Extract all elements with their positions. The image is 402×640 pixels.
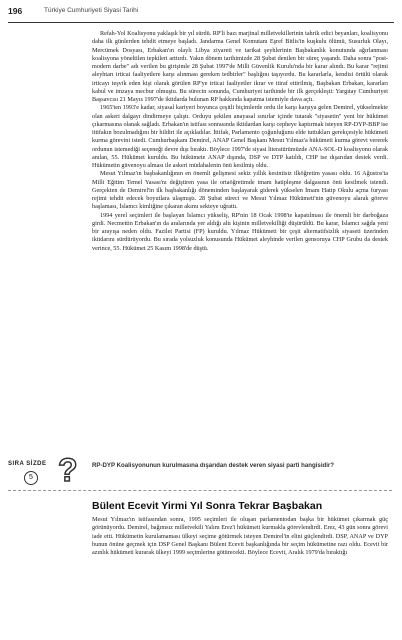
section-paragraph: Mesut Yılmaz'ın istifasından sonra, 1995 seçimleri ile oluşan parlamentodan başka bir hükümet çıkarmak güç görünüyordu. Demirel, bağımsız milletvekili Yalım Erez'i hükümeti kurmakla görevlendirdi. Erez, 43 gün sonra görevi iade etti. Hükümetin kurulamaması ülkeyi seçime götürmek isteyen Demirel'in elini güçlendirdi. DSP, ANAP ve DYP bunun önüne geçmek için DSP Genel Başkanı Bülent Ecevit başkanlığında bir seçim hükümetine razı oldu. Ecevit bir azınlık hükümeti kurarak ülkeyi 1999 seçimlerine götürecekti. Böylece Ecevit, Aralık 1979'da bıraktığı <box>92 516 388 556</box>
paragraph-refah-yol: Refah-Yol Koalisyonu yaklaşık bir yıl sürdü. RP'li bazı marjinal milletvekillerinin tahrik edici beyanları, koalisyonu daha ilk günlerden tehdit etmeye başladı. Jandarma Genel Komutanı Eşref Bitlis'in kuşkulu ölümü, Susurluk Olayı, Mercümek Dosyası, Erbakan'ın olaylı Libya ziyareti ve tarikat şeyhlerinin Başbakanlık konutunda ağırlanması koalisyona yöneltilen tepkileri arttırdı. Yakın dönem tarihimizde 28 Şubat denilen bir süreç yaşandı. Daha sonra "post-modern darbe" adı verilen bu girişimle 28 Şubat 1997'de Milli Güvenlik Kurulu'nda bir karar alındı. Bu karar "rejimi aleyhtarı irticai faaliyetlere karşı alınması gereken tedbirler" başlığını taşıyordu. Bu kararlarla, kendisi örtülü olarak irticayı teşvik eden kişi olarak görülen RP'ye irticai faaliyetler ikrar ve itiraf ettirilmiş, Başbakan Erbakan, kararları kabul ve imzaya mecbur olmuştu. Bu sürecin sonunda, Cumhuriyet tarihinde bir ilk gerçekleşti: Yargıtay Cumhuriyet Başsavcısı 21 Mayıs 1997'de iktidarda bulunan RP hakkında kapatma istemiyle dava açtı. <box>92 30 388 103</box>
page-number: 196 <box>8 6 23 16</box>
sira-sizde-number: 5 <box>24 471 38 485</box>
paragraph-yilmaz: Mesut Yılmaz'ın başbakanlığının en önemli gelişmesi sekiz yıllık kesintisiz ilköğretim yasası oldu. 16 Ağustos'ta Milli Eğitim Temel Yasası'nı değiştiren yasa ile ortaöğretimde imam hatipleşme dalgasının önü kesilmek istendi. Gerçekten de Demirel'in ilk başbakanlığı döneminden başlayarak giderek yükselen İmam Hatip Okulu açma furyası rejimi tehdit edecek boyutlara ulaşmıştı. 28 Şubat süreci ve Mesut Yılmaz Hükümeti'nin güvenoyu alarak göreve başlaması, İslamcı kimliğine çıkaran akımı sekteye uğrattı. <box>92 170 388 211</box>
paragraph-islamist-rise: 1994 yerel seçimleri ile başlayan İslamcı yükseliş, RP'nin 18 Ocak 1998'te kapatılması ile önemli bir darboğaza girdi. Necmettin Erbakan'ın da aralarında yer aldığı altı kişinin milletvekilliği düşürüldü. Bu karar, İslamcı sağda yeni bir arayışa neden oldu. Fazilet Partisi (FP) kuruldu. Yılmaz Hükümeti bir çeşit alternatifsizlik siyaseti üzerinden iktidarını sürdürüyordu. Bu sırada yolsuzluk konusunda Hükümet aleyhinde verilen gensoruya CHP Grubu da destek verince, 55. Hükümet 25 Kasım 1998'de düştü. <box>92 211 388 252</box>
section-divider <box>8 490 392 491</box>
svg-text:?: ? <box>58 453 78 485</box>
main-text <box>92 30 388 253</box>
question-mark-icon <box>56 453 82 485</box>
sira-sizde-label: SIRA SİZDE <box>8 461 47 467</box>
page-header <box>8 6 394 23</box>
section-title: Bülent Ecevit Yirmi Yıl Sonra Tekrar Başbakan <box>92 500 323 512</box>
running-title: Türkiye Cumhuriyeti Siyasi Tarihi <box>44 7 139 14</box>
section-text <box>92 516 388 557</box>
sira-sizde-box <box>8 455 88 491</box>
paragraph-demirel: 1965'ten 1993'e kadar, siyasal kariyeri boyunca çeşitli biçimlerde ordu ile karşı karşıya gelen Demirel, yükselmekte olan askeri dalgayı dindirmeye çalıştı. Orduyu şekilen anayasal sınırlar içinde tutarak "siyasetin" yeni bir hükümet çıkarmasına olanak sağladı. Erbakan'ın istifası sonrasında iktidardan karşı cepheye kaptırmak isteyen RP-DYP-BBP ise ittifakın bozulmadığını bir hildiri ile açıkladılar. İttifak, Parlamento çoğunluğunu elde tuttukları gerekçesiyle hükümeti kurma görevini istedi. Cumhurbaşkanı Demirel, ANAP Genel Başkanı Mesut Yılmaz'a hükümeti kurma görevi vererek ordunun istemediği seçeneği devre dışı bıraktı. Böylece 1997'de siyasi literatürümüzde ANA-SOL-D koalisyonu olarak anılan, 55. Hükümet kuruldu. Bu hükümete ANAP dışında, DSP ve DTP katıldı, CHP ise dışarıdan destek verdi. Hükümetin güvenoyu alması ile askeri müdahalenin önü kesilmiş oldu. <box>92 104 388 169</box>
sira-sizde-question: RP-DYP Koalisyonunun kurulmasına dışarıdan destek veren siyasi parti hangisidir? <box>92 462 335 469</box>
